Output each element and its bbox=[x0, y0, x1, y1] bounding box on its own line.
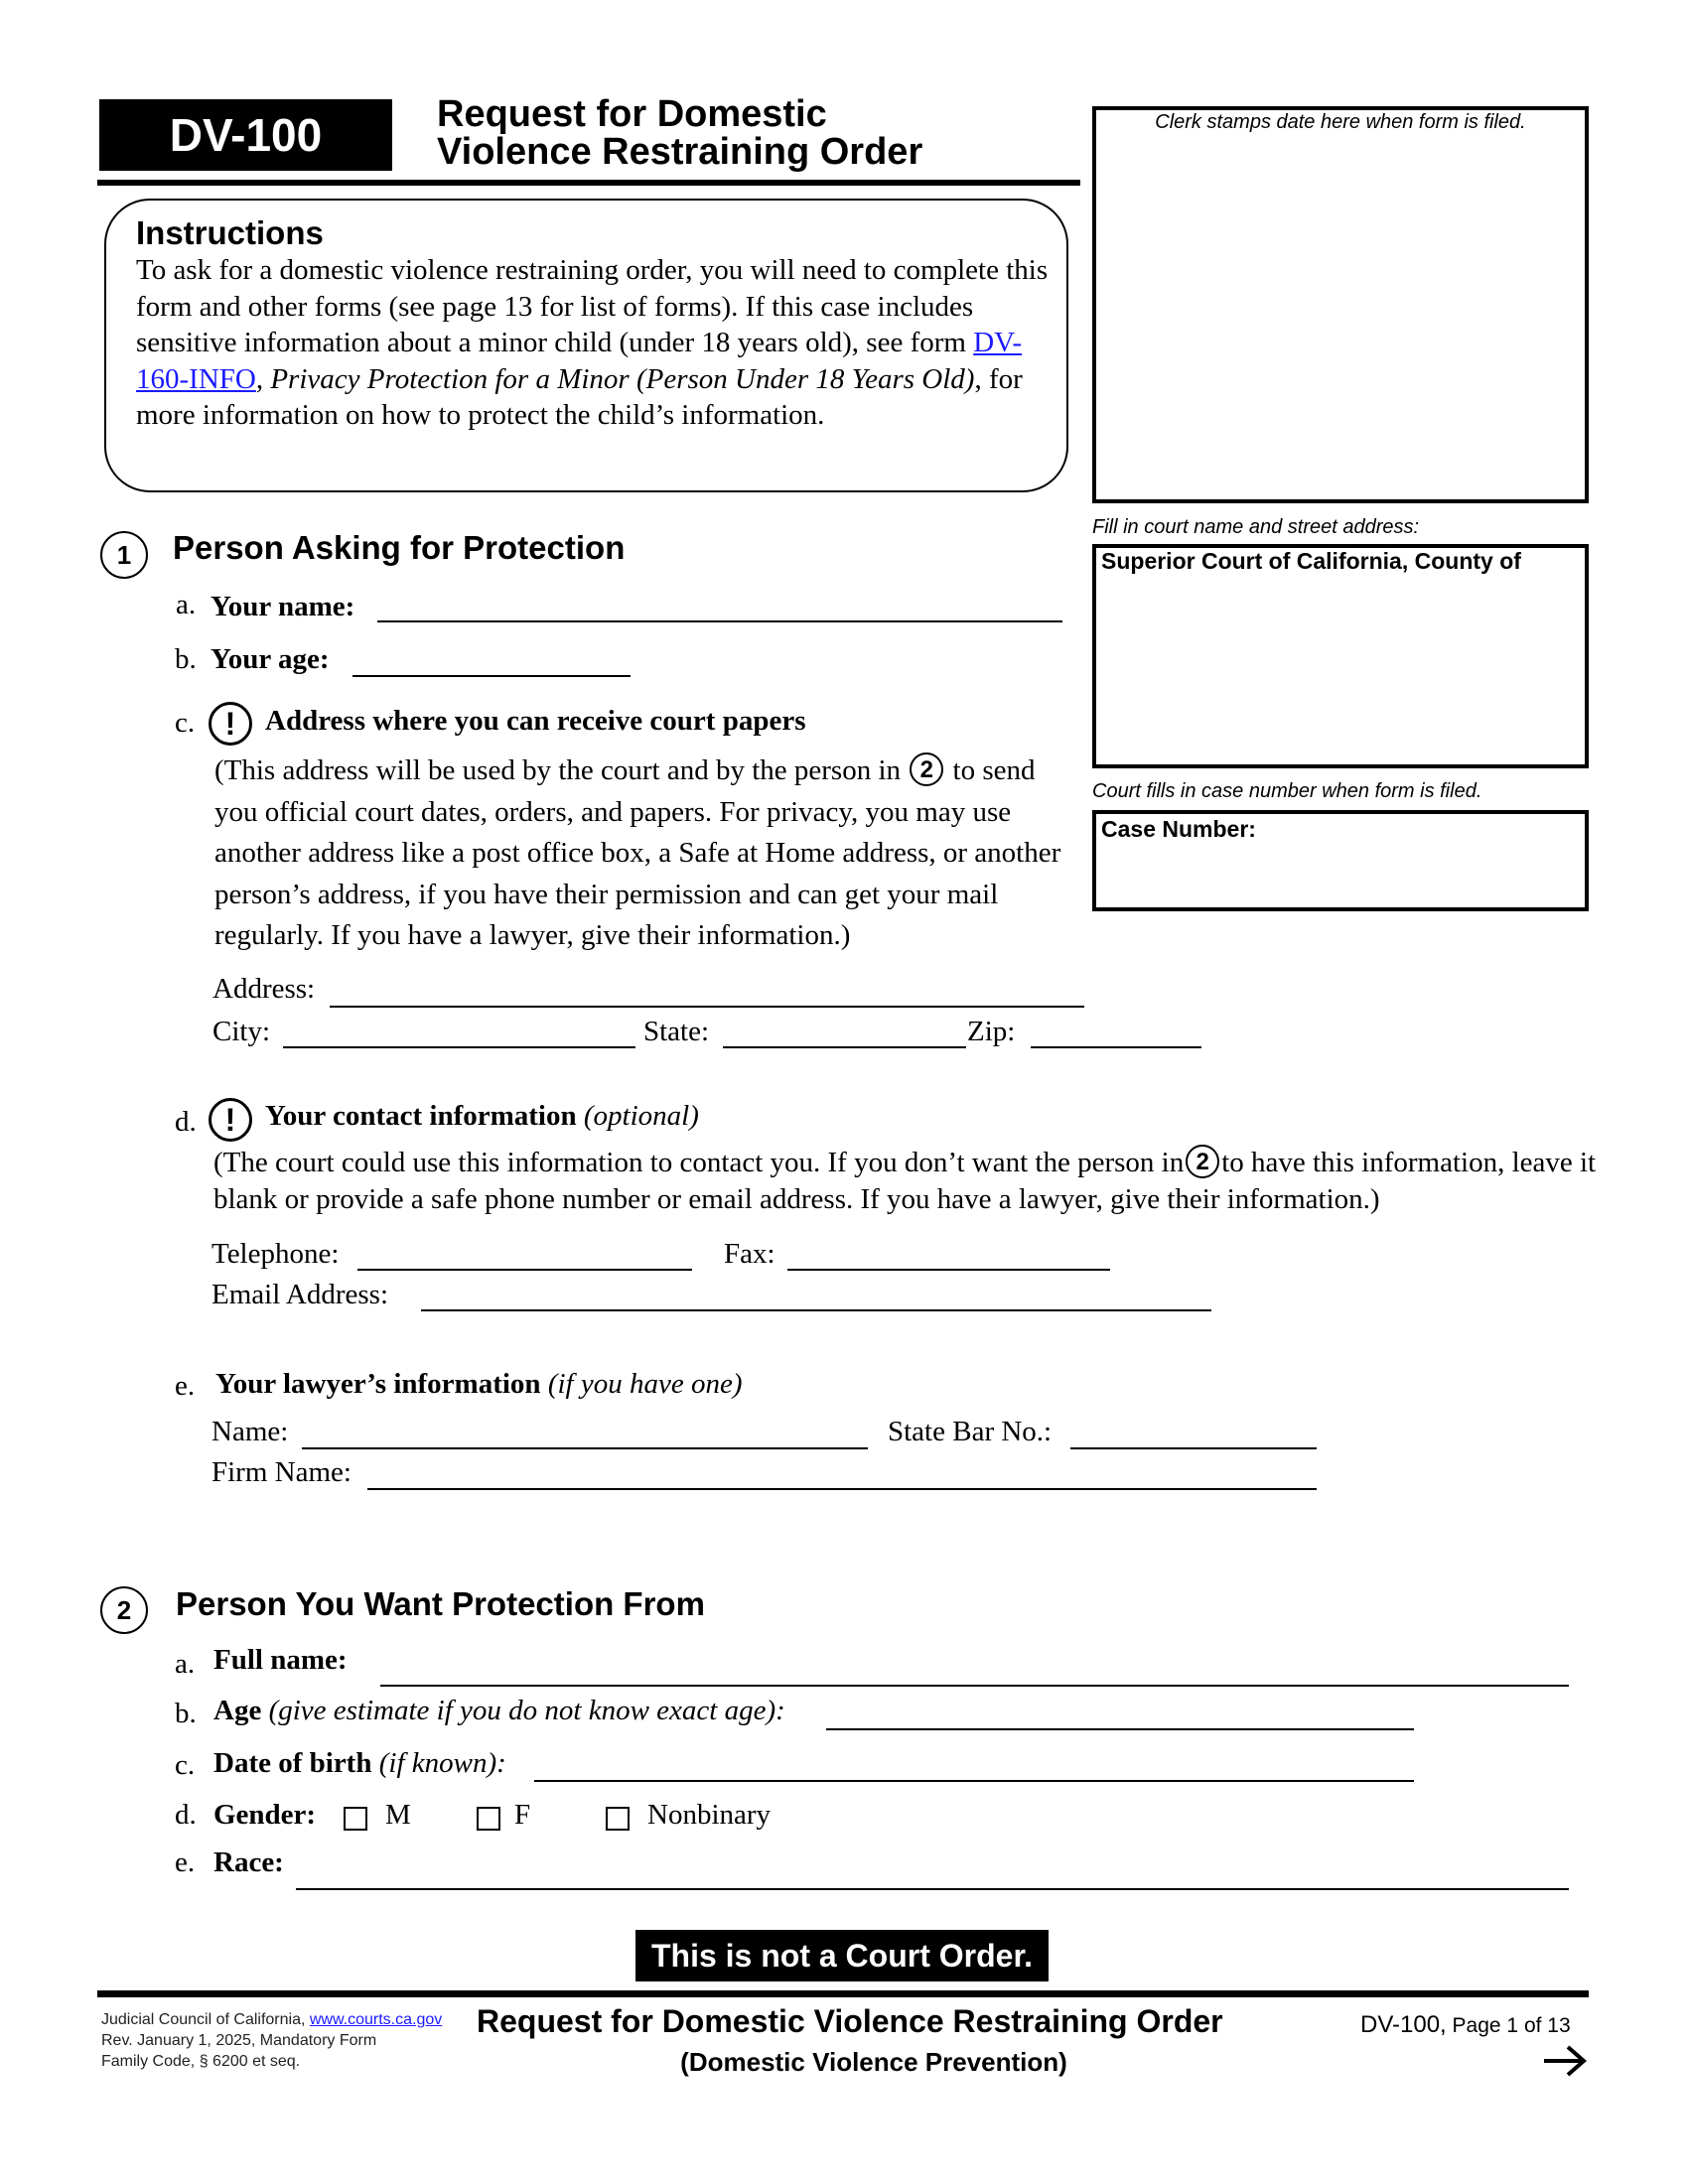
item-1d-letter: d. bbox=[175, 1106, 197, 1138]
item-1b-letter: b. bbox=[175, 643, 197, 675]
arrow-right-icon[interactable] bbox=[1542, 2043, 1590, 2084]
address-field[interactable] bbox=[330, 1006, 1084, 1008]
address-note-text-end: to send you official court dates, orders, and papers. For privacy, you may use another address like a post office box, a Safe at Home address, or another person’s address, if you have their permission and can get your mail regularly. If you have a lawyer, give their information.) bbox=[214, 754, 1061, 951]
instructions-form-title: Privacy Protection for a Minor (Person Under 18 Years Old) bbox=[270, 362, 975, 395]
gender-nonbinary-label: Nonbinary bbox=[647, 1799, 772, 1831]
item-1a-letter: a. bbox=[176, 589, 197, 620]
item-2b-letter: b. bbox=[175, 1698, 197, 1729]
lawyer-info-optional: (if you have one) bbox=[547, 1368, 743, 1400]
footer-title: Request for Domestic Violence Restraining Order bbox=[477, 2003, 1223, 2039]
gender-f-label: F bbox=[514, 1799, 531, 1831]
instructions-title: Instructions bbox=[136, 214, 324, 251]
item-2c-letter: c. bbox=[175, 1749, 196, 1781]
form-title bbox=[437, 95, 922, 171]
address-note-text: (This address will be used by the court and by the person in bbox=[214, 754, 909, 786]
section-2-number: 2 bbox=[100, 1586, 148, 1634]
zip-label: Zip: bbox=[967, 1016, 1016, 1047]
dob-heading bbox=[213, 1747, 506, 1780]
item-1e-letter: e. bbox=[175, 1370, 196, 1402]
section-1-number: 1 bbox=[100, 531, 148, 579]
address-note bbox=[214, 751, 1078, 957]
city-field[interactable] bbox=[283, 1046, 635, 1048]
header-divider bbox=[97, 180, 1080, 186]
gender-f-checkbox[interactable] bbox=[477, 1807, 500, 1831]
item-2d-letter: d. bbox=[175, 1799, 197, 1831]
footer-code: Family Code, § 6200 et seq. bbox=[101, 2053, 301, 2070]
race-label: Race: bbox=[213, 1846, 284, 1878]
your-name-field[interactable] bbox=[377, 620, 1062, 622]
warning-icon: ! bbox=[209, 1098, 252, 1142]
footer-revision: Rev. January 1, 2025, Mandatory Form bbox=[101, 2032, 377, 2049]
firm-name-label: Firm Name: bbox=[211, 1456, 352, 1488]
footer-legal-info bbox=[101, 2009, 442, 2072]
courts-website-link[interactable]: www.courts.ca.gov bbox=[309, 2011, 443, 2028]
instructions-text bbox=[136, 252, 1050, 434]
lawyer-info-heading bbox=[215, 1368, 742, 1401]
lawyer-name-label: Name: bbox=[211, 1416, 289, 1447]
contact-info-optional: (optional) bbox=[583, 1100, 699, 1132]
fax-field[interactable] bbox=[787, 1269, 1110, 1271]
full-name-field[interactable] bbox=[380, 1685, 1569, 1687]
state-bar-label: State Bar No.: bbox=[888, 1416, 1053, 1447]
lawyer-info-label: Your lawyer’s information bbox=[215, 1368, 541, 1400]
contact-note bbox=[213, 1145, 1604, 1218]
section-2-title: Person You Want Protection From bbox=[176, 1585, 705, 1622]
footer-council: Judicial Council of California, bbox=[101, 2011, 310, 2028]
case-number-prompt: Court fills in case number when form is filed. bbox=[1092, 780, 1482, 802]
instructions-comma: , bbox=[255, 362, 271, 395]
race-field[interactable] bbox=[296, 1888, 1569, 1890]
footer-form-id: DV-100, bbox=[1360, 2011, 1447, 2038]
case-number-label: Case Number: bbox=[1101, 816, 1256, 842]
firm-name-field[interactable] bbox=[367, 1488, 1317, 1490]
your-age-label: Your age: bbox=[211, 643, 330, 675]
gender-m-label: M bbox=[385, 1799, 411, 1831]
court-name-box[interactable] bbox=[1092, 544, 1589, 768]
state-field[interactable] bbox=[723, 1046, 966, 1048]
zip-field[interactable] bbox=[1031, 1046, 1201, 1048]
not-court-order-notice: This is not a Court Order. bbox=[635, 1930, 1049, 1981]
footer-page-info bbox=[1360, 2011, 1571, 2039]
contact-note-text-end: to have this information, leave it blank or provide a safe phone number or email address. If you have a lawyer, give their information.) bbox=[213, 1147, 1597, 1216]
age-heading bbox=[213, 1695, 785, 1727]
age-hint: (give estimate if you do not know exact age): bbox=[268, 1695, 785, 1726]
gender-m-checkbox[interactable] bbox=[344, 1807, 367, 1831]
section-2-ref: 2 bbox=[910, 752, 943, 786]
footer-subtitle: (Domestic Violence Prevention) bbox=[680, 2047, 1067, 2077]
section-1-title: Person Asking for Protection bbox=[173, 529, 626, 566]
item-2a-letter: a. bbox=[175, 1648, 196, 1680]
warning-icon: ! bbox=[209, 702, 252, 746]
dv160-info-link[interactable]: DV-160-INFO bbox=[136, 327, 1023, 395]
dob-field[interactable] bbox=[534, 1780, 1414, 1782]
item-1c-letter: c. bbox=[175, 707, 196, 739]
footer-council-line bbox=[101, 2009, 442, 2030]
address-label: Address: bbox=[212, 973, 316, 1005]
address-section-label: Address where you can receive court papers bbox=[265, 705, 806, 737]
full-name-label: Full name: bbox=[213, 1644, 348, 1676]
form-id-badge: DV-100 bbox=[99, 99, 392, 171]
clerk-stamp-label: Clerk stamps date here when form is filed. bbox=[1155, 111, 1526, 133]
dob-label: Date of birth bbox=[213, 1747, 372, 1779]
court-address-prompt: Fill in court name and street address: bbox=[1092, 516, 1420, 538]
fax-label: Fax: bbox=[724, 1238, 775, 1270]
item-2e-letter: e. bbox=[175, 1846, 196, 1878]
footer-divider bbox=[97, 1990, 1589, 1997]
contact-info-heading bbox=[265, 1100, 699, 1133]
telephone-label: Telephone: bbox=[211, 1238, 340, 1270]
gender-label: Gender: bbox=[213, 1799, 317, 1831]
court-name-label: Superior Court of California, County of bbox=[1101, 548, 1521, 574]
your-age-field[interactable] bbox=[352, 675, 631, 677]
dob-hint: (if known): bbox=[378, 1747, 506, 1779]
state-bar-field[interactable] bbox=[1070, 1447, 1317, 1449]
your-name-label: Your name: bbox=[211, 591, 355, 622]
contact-note-text: (The court could use this information to contact you. If you don’t want the person in bbox=[213, 1147, 1185, 1178]
gender-nonbinary-checkbox[interactable] bbox=[606, 1807, 630, 1831]
age-field[interactable] bbox=[826, 1728, 1414, 1730]
age-label: Age bbox=[213, 1695, 262, 1726]
instructions-text-part: To ask for a domestic violence restraining order, you will need to complete this form and other forms (see page 13 for list of forms). If this case includes sensitive information about a minor child (under 18 years old), see form bbox=[136, 254, 1049, 358]
email-label: Email Address: bbox=[211, 1279, 389, 1310]
footer-page-number: Page 1 of 13 bbox=[1446, 2014, 1571, 2037]
city-label: City: bbox=[212, 1016, 271, 1047]
state-label: State: bbox=[643, 1016, 710, 1047]
clerk-stamp-box bbox=[1092, 106, 1589, 503]
form-title-line2: Violence Restraining Order bbox=[437, 131, 923, 173]
section-2-ref: 2 bbox=[1186, 1145, 1219, 1178]
instructions-text-end: , for more information on how to protect the child’s information. bbox=[136, 362, 1023, 431]
lawyer-name-field[interactable] bbox=[302, 1447, 868, 1449]
telephone-field[interactable] bbox=[357, 1269, 692, 1271]
form-title-line1: Request for Domestic bbox=[437, 93, 827, 135]
email-field[interactable] bbox=[421, 1309, 1211, 1311]
contact-info-label: Your contact information bbox=[265, 1100, 577, 1132]
